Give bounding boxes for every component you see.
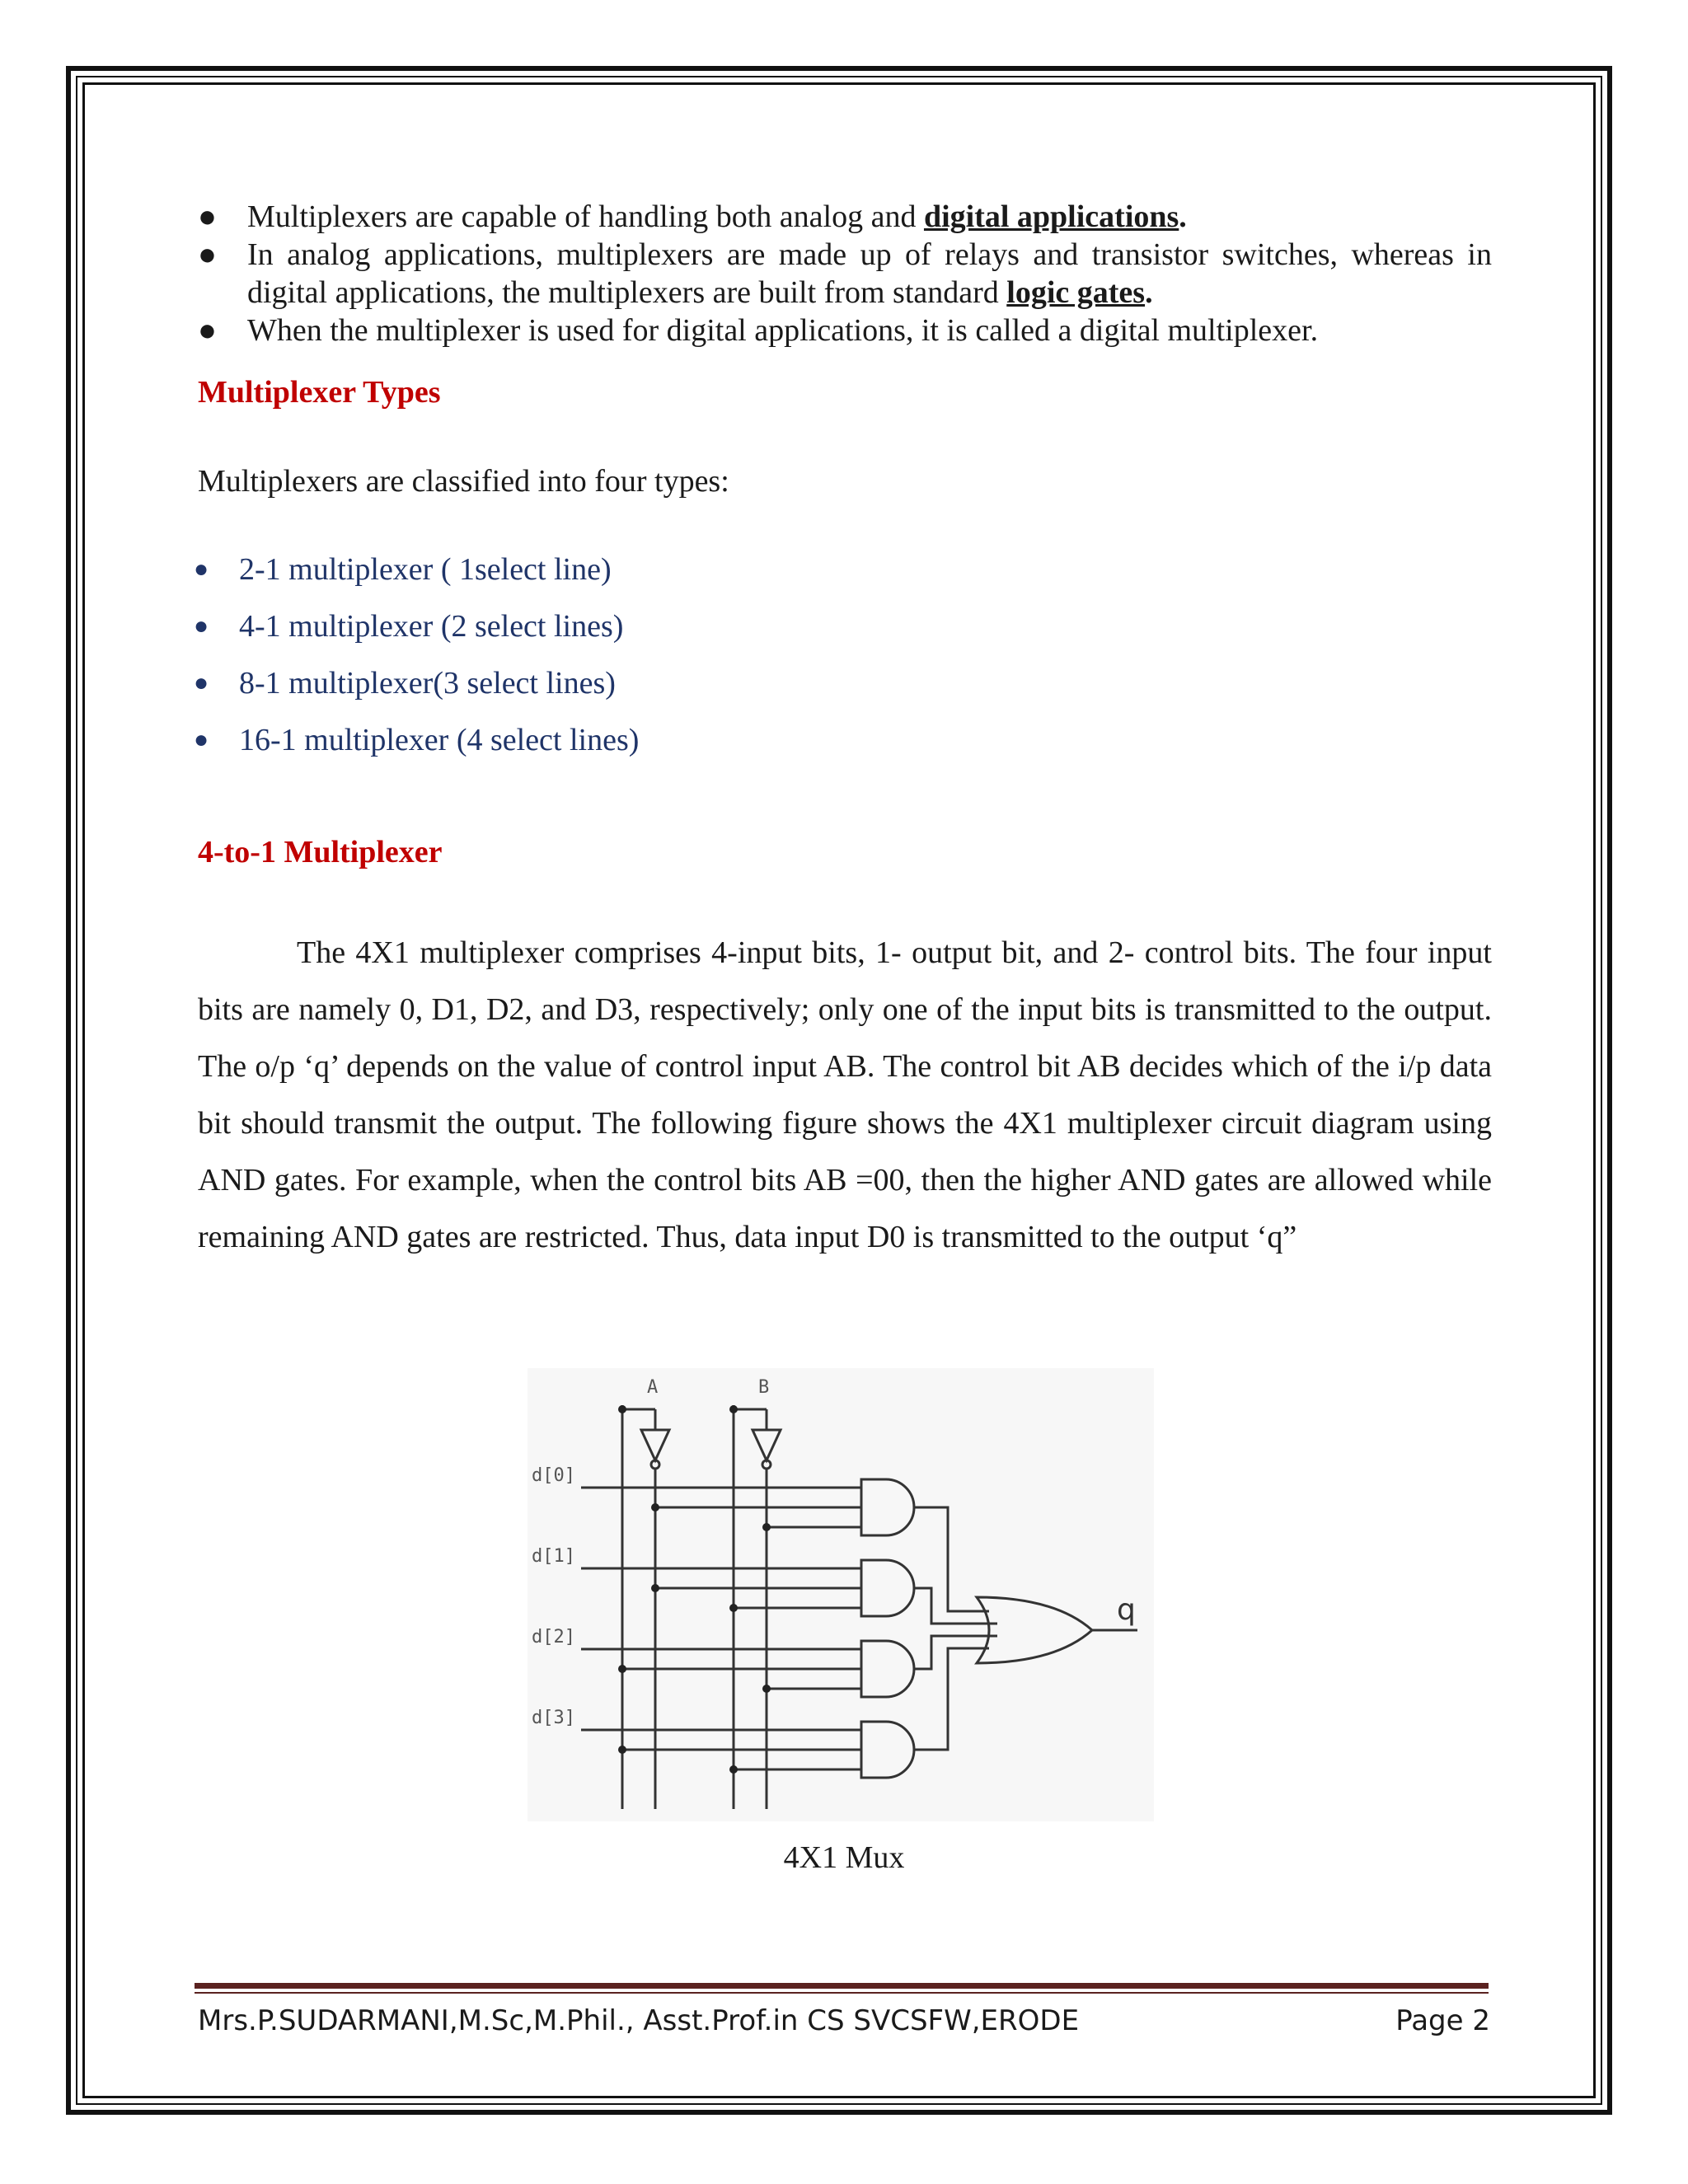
bullet-dot-icon: ● [194,555,209,583]
types-intro-text: Multiplexers are classified into four types: [198,464,729,499]
diagram-caption: 4X1 Mux [783,1840,905,1875]
footer-author: Mrs.P.SUDARMANI,M.Sc,M.Phil., Asst.Prof.in CS SVCSFW,ERODE [198,2004,1080,2037]
multiplexer-types-list [194,551,640,778]
mux-description-paragraph: The 4X1 multiplexer comprises 4-input bits, 1- output bit, and 2- control bits. The four input bits are namely 0, D1, D2, and D3, respectively; only one of the input bits is transmitted to the output. The o/p ‘q’ depends on the value of control input AB. The control bit AB decides which of the i/p data bit should transmit the output. The following figure shows the 4X1 multiplexer circuit diagram using AND gates. For example, when the control bits AB =00, then the higher AND gates are allowed while remaining AND gates are restricted. Thus, data input D0 is transmitted to the output ‘q” [198,935,1492,1254]
list-item: ● 16-1 multiplexer (4 select lines) [194,723,640,757]
mux-circuit-diagram [528,1368,1154,1821]
footer-rule [195,1983,1489,1989]
input-label-d1: d[1] [532,1546,575,1567]
bullet-dot-icon: ● [198,199,217,234]
bullet-dot-icon: ● [198,237,217,272]
four-to-one-mux-heading: 4-to-1 Multiplexer [198,835,443,869]
intro-bullet-list [198,198,1492,349]
page-number: Page 2 [1395,2004,1490,2037]
list-item: ● 2-1 multiplexer ( 1select line) [194,552,612,587]
intro-bullet: ● When the multiplexer is used for digital applications, it is called a digital multiplexer. [198,313,1319,348]
bullet-dot-icon: ● [194,612,209,640]
input-label-d3: d[3] [532,1708,575,1728]
input-label-d0: d[0] [532,1465,575,1486]
select-label-b: B [758,1377,770,1398]
digital-applications-link[interactable]: digital applications [923,199,1179,234]
intro-bullet: ● Multiplexers are capable of handling both analog and digital applications. [198,199,1187,234]
bullet-dot-icon: ● [194,669,209,696]
multiplexer-types-heading: Multiplexer Types [198,375,441,410]
footer-rule-thin [195,1992,1489,1994]
bullet-dot-icon: ● [198,313,217,348]
output-label-q: q [1117,1593,1136,1627]
bullet-dot-icon: ● [194,726,209,753]
select-label-a: A [647,1377,659,1398]
logic-gates-link[interactable]: logic gates [1006,275,1146,310]
list-item: ● 8-1 multiplexer(3 select lines) [194,666,616,701]
list-item: ● 4-1 multiplexer (2 select lines) [194,609,624,644]
input-label-d2: d[2] [532,1627,575,1647]
intro-bullet: ● In analog applications, multiplexers are made up of relays and transistor switches, whereas in digital applications, the multiplexers are built from standard logic gates. [198,237,1492,310]
